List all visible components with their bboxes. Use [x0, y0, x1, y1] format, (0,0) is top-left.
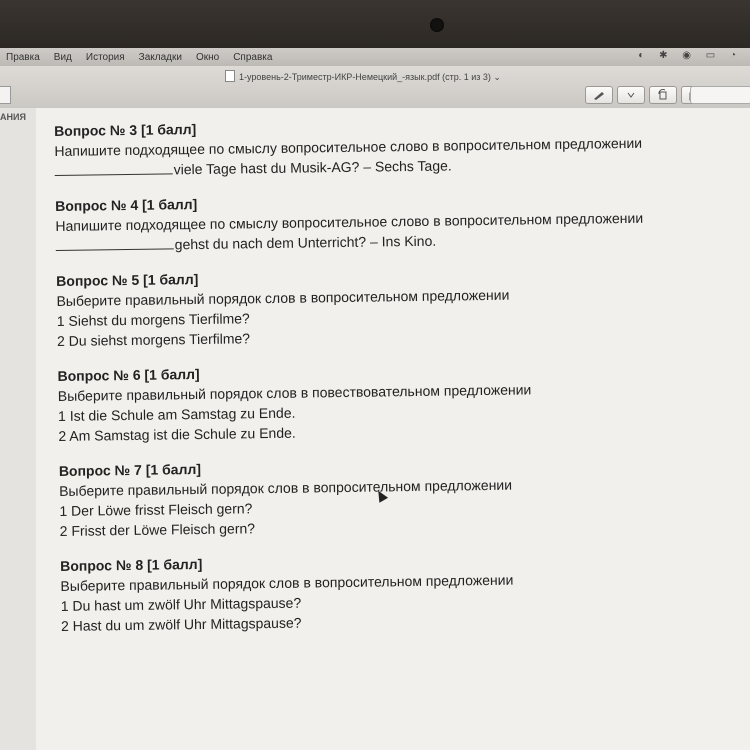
question-prompt: Выберите правильный порядок слов в вопросительном предложении — [59, 476, 513, 499]
question-prompt: Напишите подходящее по смыслу вопросительное слово в вопросительном предложении — [55, 209, 644, 234]
question-title: Вопрос № 3 [1 балл] — [54, 121, 197, 139]
menu-item-window[interactable]: Окно — [195, 51, 220, 63]
question-7 — [59, 452, 750, 541]
menu-item-view[interactable]: Вид — [53, 51, 72, 63]
status-icons[interactable]: ◐ ✱ ◉ ▭ ◔ — [638, 50, 742, 61]
question-title: Вопрос № 7 [1 балл] — [58, 460, 202, 479]
menu-item-edit[interactable]: Правка — [6, 51, 40, 63]
sidebar-label: АНИЯ — [0, 112, 26, 122]
rotate-button[interactable] — [649, 86, 677, 104]
option-1: 1 Der Löwe frisst Fleisch gern? — [59, 500, 253, 519]
sidebar-toggle-button[interactable] — [0, 86, 11, 104]
question-6 — [57, 357, 748, 446]
pdf-file-icon — [225, 70, 235, 82]
answer-blank[interactable] — [56, 236, 174, 251]
window-title: 1-уровень-2-Триместр-ИКР-Немецкий_-язык.pdf (стр. 1 из 3) ⌄ — [225, 70, 501, 83]
question-prompt: Выберите правильный порядок слов в вопросительном предложении — [60, 571, 514, 594]
search-input[interactable] — [690, 86, 750, 104]
option-2: 2 Du siehst morgens Tierfilme? — [56, 330, 251, 349]
question-prompt: Напишите подходящее по смыслу вопросительное слово в вопросительном предложении — [54, 134, 643, 159]
question-title: Вопрос № 5 [1 балл] — [56, 271, 199, 289]
question-title: Вопрос № 4 [1 балл] — [55, 196, 198, 214]
pdf-page[interactable] — [36, 108, 750, 750]
sidebar — [0, 108, 37, 750]
question-title: Вопрос № 8 [1 балл] — [60, 555, 203, 574]
option-2: 2 Hast du um zwölf Uhr Mittagspause? — [60, 614, 302, 634]
question-8 — [60, 547, 750, 636]
answer-text: viele Tage hast du Musik-AG? – Sechs Tage. — [173, 157, 452, 178]
option-1: 1 Siehst du morgens Tierfilme? — [56, 310, 250, 329]
pen-icon — [593, 90, 605, 100]
answer-text: gehst du nach dem Unterricht? – Ins Kino. — [174, 232, 437, 253]
page-content — [54, 112, 750, 652]
laptop-bezel — [0, 0, 750, 48]
chevron-down-icon — [627, 91, 635, 99]
markup-pen-button[interactable] — [585, 86, 613, 104]
camera-dot — [430, 18, 444, 32]
question-title: Вопрос № 6 [1 балл] — [57, 365, 200, 384]
window-toolbar — [0, 66, 750, 109]
option-1: 1 Du hast um zwölf Uhr Mittagspause? — [60, 594, 302, 614]
menu-bar — [0, 48, 750, 66]
question-4 — [55, 187, 746, 256]
option-2: 2 Am Samstag ist die Schule zu Ende. — [58, 424, 296, 444]
rotate-icon — [657, 89, 669, 101]
question-prompt: Выберите правильный порядок слов в повествовательном предложении — [57, 381, 532, 404]
question-prompt: Выберите правильный порядок слов в вопросительном предложении — [56, 286, 510, 309]
menu-item-help[interactable]: Справка — [233, 51, 273, 63]
option-1: 1 Ist die Schule am Samstag zu Ende. — [57, 404, 296, 424]
markup-dropdown-button[interactable] — [617, 86, 645, 104]
menu-item-bookmarks[interactable]: Закладки — [138, 51, 182, 63]
question-5 — [56, 262, 747, 351]
option-2: 2 Frisst der Löwe Fleisch gern? — [59, 520, 256, 539]
answer-blank[interactable] — [55, 161, 173, 176]
menu-item-history[interactable]: История — [85, 51, 125, 63]
question-3 — [54, 112, 745, 181]
